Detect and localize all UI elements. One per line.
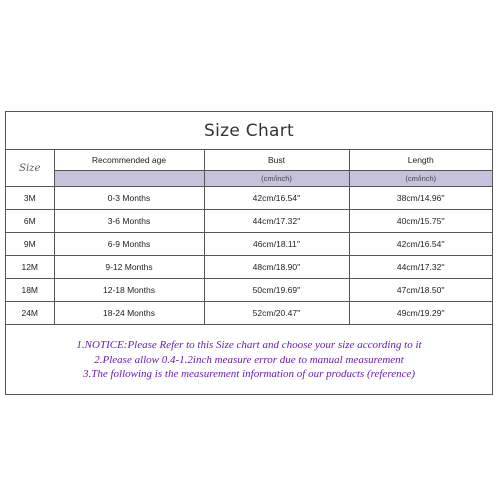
age-cell: 0-3 Months — [54, 187, 204, 210]
size-chart-table — [6, 149, 492, 325]
table-header-row — [6, 150, 492, 171]
length-cell: 44cm/17.32'' — [349, 256, 492, 279]
bust-cell: 52cm/20.47'' — [204, 302, 349, 325]
table-row — [6, 279, 492, 302]
length-cell: 40cm/15.75'' — [349, 210, 492, 233]
size-chart-title: Size Chart — [6, 112, 492, 150]
age-cell: 9-12 Months — [54, 256, 204, 279]
note-line: 2.Please allow 0.4-1.2inch measure error due to manual measurement — [94, 353, 404, 366]
note-line: 3.The following is the measurement information of our products (reference) — [83, 368, 415, 380]
age-cell: 6-9 Months — [54, 233, 204, 256]
bust-cell: 46cm/18.11'' — [204, 233, 349, 256]
size-cell: 24M — [6, 302, 54, 325]
header-length: Length — [349, 150, 492, 171]
size-chart-frame — [5, 111, 493, 395]
length-cell: 47cm/18.50'' — [349, 279, 492, 302]
age-cell: 3-6 Months — [54, 210, 204, 233]
bust-cell: 48cm/18.90'' — [204, 256, 349, 279]
header-size: Size — [6, 150, 54, 187]
table-row — [6, 210, 492, 233]
age-unit-cell — [54, 171, 204, 187]
size-cell: 3M — [6, 187, 54, 210]
size-cell: 9M — [6, 233, 54, 256]
size-cell: 6M — [6, 210, 54, 233]
bust-cell: 50cm/19.69'' — [204, 279, 349, 302]
age-cell: 12-18 Months — [54, 279, 204, 302]
age-cell: 18-24 Months — [54, 302, 204, 325]
table-row — [6, 302, 492, 325]
size-cell: 12M — [6, 256, 54, 279]
table-row — [6, 256, 492, 279]
header-recommended-age: Recommended age — [54, 150, 204, 171]
table-row — [6, 233, 492, 256]
table-unit-row — [6, 171, 492, 187]
note-line: 1.NOTICE:Please Refer to this Size chart and choose your size according to it — [76, 339, 422, 351]
measurement-notes — [6, 338, 492, 382]
length-cell: 38cm/14.96'' — [349, 187, 492, 210]
bust-cell: 44cm/17.32'' — [204, 210, 349, 233]
length-cell: 49cm/19.29'' — [349, 302, 492, 325]
table-row — [6, 187, 492, 210]
length-unit: (cm/inch) — [349, 171, 492, 187]
size-cell: 18M — [6, 279, 54, 302]
length-cell: 42cm/16.54'' — [349, 233, 492, 256]
header-bust: Bust — [204, 150, 349, 171]
bust-unit: (cm/inch) — [204, 171, 349, 187]
bust-cell: 42cm/16.54'' — [204, 187, 349, 210]
